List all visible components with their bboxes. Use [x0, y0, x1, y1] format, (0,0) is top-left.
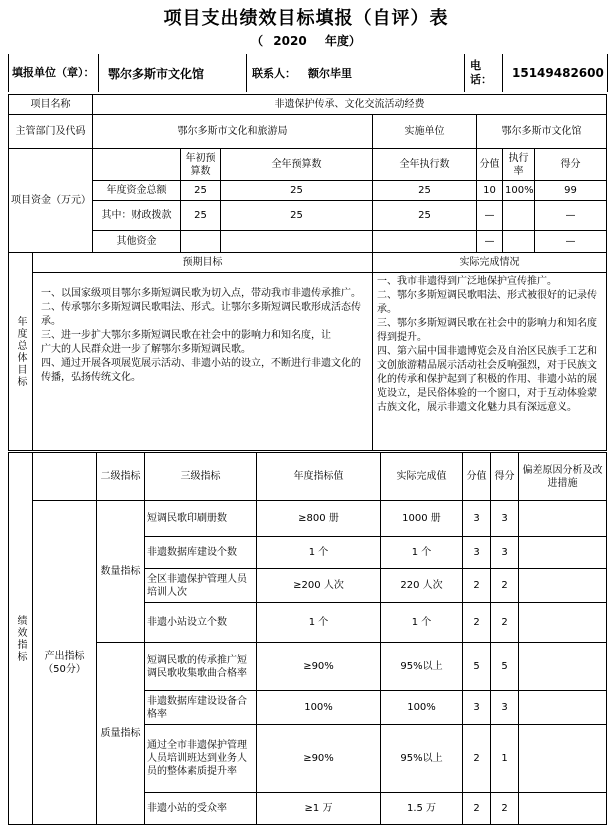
- unit-value: 鄂尔多斯市文化馆: [108, 66, 205, 81]
- indicator-weight: 2: [463, 793, 491, 825]
- indicator-name: 短调民歌印刷册数: [145, 501, 257, 537]
- funds-row-rate: [503, 201, 535, 231]
- indicator-weight: 2: [463, 569, 491, 603]
- performance-label: 绩效指标: [15, 614, 26, 663]
- funds-row-weight: 10: [477, 181, 503, 201]
- year-line: [0, 32, 612, 49]
- indicator-name: 非遗小站设立个数: [145, 603, 257, 643]
- indicator-actual: 1.5 万: [381, 793, 463, 825]
- funds-row-score: 99: [535, 181, 607, 201]
- indicator-name: 非遗小站的受众率: [145, 793, 257, 825]
- funds-row-executed: 25: [373, 181, 477, 201]
- indicator-weight: 3: [463, 537, 491, 569]
- funds-row-executed: [373, 231, 477, 253]
- indicator-target: 1 个: [257, 537, 381, 569]
- indicator-reason: [519, 793, 607, 825]
- funds-row-annual: [221, 231, 373, 253]
- performance-table: [8, 452, 607, 825]
- indicator-reason: [519, 691, 607, 725]
- indicator-actual: 220 人次: [381, 569, 463, 603]
- funds-row-initial: [181, 231, 221, 253]
- indicator-reason: [519, 537, 607, 569]
- indicator-name: 非遗数据库建设设备合格率: [145, 691, 257, 725]
- indicator-score: 2: [491, 569, 519, 603]
- funds-row-annual: 25: [221, 181, 373, 201]
- indicator-reason: [519, 569, 607, 603]
- project-name-value: 非遗保护传承、文化交流活动经费: [93, 95, 607, 115]
- funds-row-initial: 25: [181, 181, 221, 201]
- indicator-reason: [519, 603, 607, 643]
- expected-text: 一、以国家级项目鄂尔多斯短调民歌为切入点，带动我市非遗传承推广。二、传承鄂尔多斯短调民歌唱法、形式。让鄂尔多斯短调民歌形成活态传承。 三、进一步扩大鄂尔多斯短调民歌在社会中的影响力和知名度，让 广大的人民群众进一步了解鄂尔多斯短调民歌。 四、通过开展各项展览展示活动、非遗小站的设立，不断进行非遗文化的传播，弘扬传统文化。: [33, 273, 373, 451]
- funds-row-label: 其中：财政拨款: [93, 201, 181, 231]
- actual-text: 一、我市非遗得到广泛地保护宣传推广。 二、鄂尔多斯短调民歌唱法、形式被很好的记录传承。 三、鄂尔多斯短调民歌在社会中的影响力和知名度得到提升。 四、第六届中国非遗博览会及自治区民族手工艺和文创旅游精品展示活动社会反响强烈，对于民族文化的传承和保护起到了积极的作用、非遗小站的展览设立，是民俗体验的一个窗口，对于互动体验蒙古族文化，展示非遗文化魅力具有深远意义。: [373, 273, 607, 451]
- indicator-score: 5: [491, 643, 519, 691]
- perf-header-reason: 偏差原因分析及改进措施: [519, 453, 607, 501]
- funds-header-weight: 分值: [477, 149, 503, 181]
- funds-row-executed: 25: [373, 201, 477, 231]
- indicator-weight: 2: [463, 725, 491, 793]
- indicator-weight: 3: [463, 501, 491, 537]
- indicator-name: 全区非遗保护管理人员培训人次: [145, 569, 257, 603]
- funds-row-weight: —: [477, 201, 503, 231]
- funds-row-rate: [503, 231, 535, 253]
- indicator-score: 3: [491, 537, 519, 569]
- indicator-target: ≥90%: [257, 725, 381, 793]
- funds-row-annual: 25: [221, 201, 373, 231]
- indicator-actual: 100%: [381, 691, 463, 725]
- perf-header-level3: 三级指标: [145, 453, 257, 501]
- indicator-target: ≥800 册: [257, 501, 381, 537]
- funds-row-score: —: [535, 231, 607, 253]
- project-name-label: 项目名称: [9, 95, 93, 115]
- indicator-reason: [519, 643, 607, 691]
- perf-header-actual: 实际完成值: [381, 453, 463, 501]
- indicator-score: 3: [491, 501, 519, 537]
- unit-label: 填报单位（章）：: [12, 66, 95, 79]
- output-label: 产出指标（50分）: [33, 501, 97, 825]
- funds-row-weight: —: [477, 231, 503, 253]
- funds-row-rate: 100%: [503, 181, 535, 201]
- actual-header: 实际完成情况: [373, 253, 607, 273]
- contact-value: 额尔毕里: [308, 67, 352, 80]
- year-suffix: 年度）: [324, 34, 361, 48]
- funds-header-executed: 全年执行数: [373, 149, 477, 181]
- perf-header-level2: 二级指标: [97, 453, 145, 501]
- indicator-target: ≥200 人次: [257, 569, 381, 603]
- header-info: [8, 54, 608, 92]
- indicator-score: 1: [491, 725, 519, 793]
- quality-label: 质量指标: [97, 643, 145, 825]
- indicator-name: 非遗数据库建设个数: [145, 537, 257, 569]
- indicator-target: ≥90%: [257, 643, 381, 691]
- indicator-target: ≥1 万: [257, 793, 381, 825]
- dept-value: 鄂尔多斯市文化和旅游局: [93, 115, 373, 149]
- year-open: （: [251, 34, 264, 48]
- funds-row-label: 其他资金: [93, 231, 181, 253]
- perf-header-score: 得分: [491, 453, 519, 501]
- funds-row-initial: 25: [181, 201, 221, 231]
- indicator-actual: 1000 册: [381, 501, 463, 537]
- indicator-score: 2: [491, 793, 519, 825]
- indicator-reason: [519, 725, 607, 793]
- indicator-score: 3: [491, 691, 519, 725]
- indicator-reason: [519, 501, 607, 537]
- funds-label: 项目资金（万元）: [9, 149, 93, 253]
- quantity-label: 数量指标: [97, 501, 145, 643]
- phone-value: 15149482600: [512, 66, 604, 80]
- indicator-actual: 95%以上: [381, 725, 463, 793]
- funds-header-rate: 执行率: [503, 149, 535, 181]
- indicator-score: 2: [491, 603, 519, 643]
- contact-label: 联系人：: [252, 67, 296, 80]
- indicator-weight: 2: [463, 603, 491, 643]
- funds-header-annual: 全年预算数: [221, 149, 373, 181]
- indicator-actual: 1 个: [381, 603, 463, 643]
- funds-header-initial: 年初预算数: [181, 149, 221, 181]
- form-title: 项目支出绩效目标填报（自评）表: [163, 8, 449, 29]
- indicator-target: 1 个: [257, 603, 381, 643]
- project-table: [8, 94, 607, 451]
- performance-label-cell: [9, 453, 33, 825]
- goals-label: 年度总体目标: [15, 315, 26, 388]
- indicator-target: 100%: [257, 691, 381, 725]
- funds-row-label: 年度资金总额: [93, 181, 181, 201]
- phone-label: 电话：: [470, 59, 492, 86]
- funds-header-score: 得分: [535, 149, 607, 181]
- perf-header-target: 年度指标值: [257, 453, 381, 501]
- indicator-actual: 95%以上: [381, 643, 463, 691]
- dept-label: 主管部门及代码: [9, 115, 93, 149]
- indicator-weight: 3: [463, 691, 491, 725]
- indicator-actual: 1 个: [381, 537, 463, 569]
- expected-header: 预期目标: [33, 253, 373, 273]
- impl-value: 鄂尔多斯市文化馆: [477, 115, 607, 149]
- funds-row-score: —: [535, 201, 607, 231]
- impl-label: 实施单位: [373, 115, 477, 149]
- indicator-weight: 5: [463, 643, 491, 691]
- perf-header-weight: 分值: [463, 453, 491, 501]
- indicator-name: 通过全市非遗保护管理人员培训班达到业务人员的整体素质提升率: [145, 725, 257, 793]
- indicator-name: 短调民歌的传承推广短调民歌收集歌曲合格率: [145, 643, 257, 691]
- year-value: 2020: [273, 34, 307, 48]
- goals-label-cell: [9, 253, 33, 451]
